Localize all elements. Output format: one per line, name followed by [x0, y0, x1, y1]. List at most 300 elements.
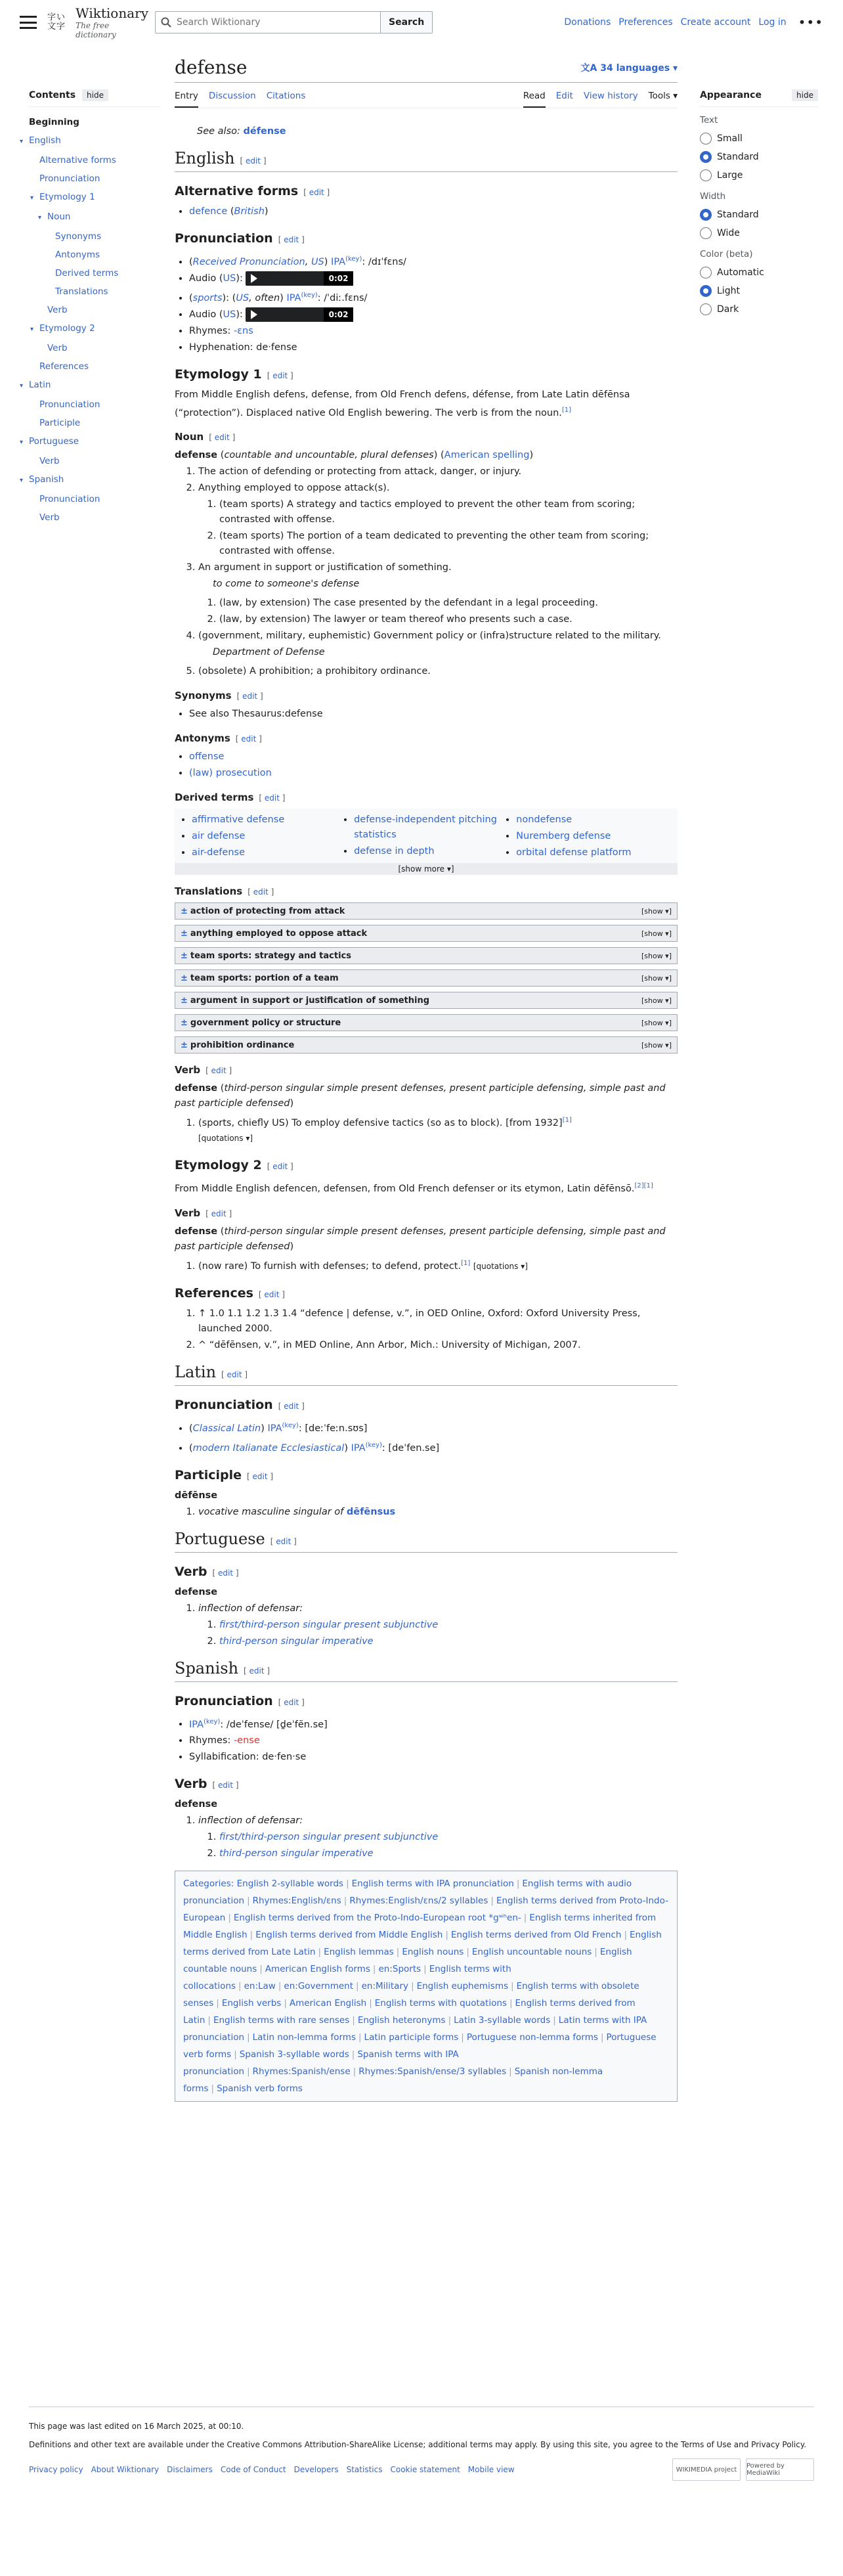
form-link[interactable]: first/third-person singular present subjunctive [219, 1832, 439, 1843]
text-size-option[interactable] [700, 148, 818, 166]
edit-link[interactable]: edit [214, 433, 230, 443]
heading-pronunciation: Pronunciation [ edit ] [175, 231, 305, 246]
heading-text: Verb [175, 1777, 207, 1792]
heading-text: Synonyms [175, 690, 232, 702]
translation-box[interactable] [175, 947, 678, 964]
edit-link[interactable]: edit [284, 1697, 299, 1707]
toc-link[interactable]: English [29, 135, 61, 146]
ipa-key-link[interactable]: (key) [301, 291, 318, 299]
toc-link[interactable]: Noun [47, 211, 71, 222]
derived-column [183, 811, 345, 862]
heading-text: Pronunciation [175, 231, 273, 246]
ipa-link[interactable]: IPA [267, 1423, 282, 1434]
plus-minus-icon[interactable]: ± [181, 995, 188, 1006]
footer-link[interactable]: Privacy policy [29, 2465, 83, 2474]
toc-link[interactable]: Portuguese [29, 436, 79, 447]
color-option-label: Automatic [717, 267, 764, 278]
toc-item [20, 471, 160, 489]
category-link[interactable]: English terms with audio pronunciation [183, 1878, 632, 1907]
heading-spanish: Spanish [ edit ] [175, 1661, 678, 1682]
separator: | [553, 2015, 556, 2026]
date-label: [from 1932] [506, 1118, 563, 1129]
sense [198, 481, 678, 559]
translation-box[interactable] [175, 1036, 678, 1054]
translation-box-title: anything employed to oppose attack [190, 928, 368, 939]
category-link[interactable]: en:Military [361, 1981, 408, 1992]
radio-button[interactable] [700, 267, 712, 278]
separator: | [249, 1930, 253, 1941]
ipa-link[interactable]: IPA [331, 256, 346, 267]
category-link[interactable]: en:Law [244, 1981, 276, 1992]
category-link[interactable]: English terms with IPA pronunciation [351, 1878, 514, 1890]
category-link[interactable]: English terms with quotations [374, 1998, 507, 2009]
category-link[interactable]: Rhymes:English/ɛns/2 syllables [349, 1896, 488, 1907]
headword: defense [175, 1586, 218, 1597]
plus-minus-icon[interactable]: ± [181, 928, 188, 939]
show-more-link[interactable]: [show more ▾] [398, 864, 454, 874]
separator: | [594, 1947, 597, 1958]
edit-link[interactable]: edit [272, 1162, 288, 1172]
heading-verb: Verb [ edit ] [175, 1064, 232, 1077]
rhymes-label: Rhymes: [189, 325, 231, 336]
derived-term-link[interactable]: air-defense [192, 847, 245, 858]
form-link[interactable]: third-person singular imperative [219, 1635, 374, 1647]
show-toggle[interactable]: [show ▾] [641, 929, 672, 938]
site-logo[interactable] [47, 5, 148, 39]
pron-row: • (modern Italianate Ecclesiastical) $IPA^{(key)}$: [deˈfen.se] [189, 1438, 678, 1456]
ipa-link[interactable]: IPA [189, 1719, 204, 1730]
toc-item [29, 228, 160, 245]
footer-link[interactable]: Disclaimers [167, 2465, 213, 2474]
separator: | [278, 1981, 282, 1992]
play-icon[interactable] [251, 310, 257, 319]
accent-link[interactable]: modern Italianate Ecclesiastical [192, 1442, 345, 1454]
translation-box[interactable] [175, 969, 678, 987]
category-link[interactable]: English terms with collocations [183, 1964, 511, 1992]
footer-link[interactable]: About Wiktionary [91, 2465, 160, 2474]
footer-link[interactable]: Developers [293, 2465, 339, 2474]
toc-link[interactable]: Spanish [29, 474, 64, 485]
category-link[interactable]: English nouns [402, 1947, 464, 1958]
footer-link[interactable]: Statistics [346, 2465, 383, 2474]
category-link[interactable]: Spanish terms with IPA pronunciation [183, 2049, 459, 2077]
us-link[interactable]: US [223, 273, 236, 284]
heading-references: References [ edit ] [175, 1285, 285, 1300]
quotations-toggle[interactable]: [quotations ▾] [198, 1134, 253, 1144]
edit-link[interactable]: edit [309, 188, 324, 197]
category-link[interactable]: English terms derived from Middle English [255, 1930, 443, 1941]
heading-text: Derived terms [175, 791, 254, 804]
inflection: third-person singular simple present defenses, present participle defensing, simple past and past participle defensed [175, 1226, 666, 1253]
category-link[interactable]: en:Government [284, 1981, 354, 1992]
tab-discussion[interactable]: Discussion [208, 91, 256, 101]
derived-term-link[interactable]: orbital defense platform [516, 847, 632, 858]
width-option[interactable] [700, 224, 818, 242]
toc-link[interactable]: Beginning [29, 117, 79, 127]
audio-duration: 0:02 [324, 271, 354, 286]
accent-link[interactable]: Classical Latin [192, 1423, 261, 1434]
heading-translations: Translations [ edit ] [175, 885, 274, 898]
chevron-down-icon[interactable]: ▾ [20, 439, 24, 446]
sports-link[interactable]: sports [192, 292, 223, 303]
category-link[interactable]: Rhymes:English/ɛns [252, 1896, 341, 1907]
show-toggle[interactable]: [show ▾] [641, 951, 672, 960]
wikimedia-badge[interactable]: WIKIMEDIA project [672, 2458, 741, 2481]
ipa-link[interactable]: IPA [286, 292, 301, 303]
toc-link[interactable]: Translations [55, 286, 108, 297]
heading-english-text: English [175, 149, 235, 167]
edit-link[interactable]: edit [284, 1401, 299, 1411]
derived-term-link[interactable]: Nuremberg defense [516, 831, 611, 842]
edit-link[interactable]: edit [249, 1666, 265, 1676]
footnote-link[interactable]: [2] [634, 1182, 644, 1190]
preferences-link[interactable]: Preferences [618, 17, 673, 28]
subsense: 2. (team sports) The portion of a team dedicated to preventing the other team from scoring; contrasted with offense. [219, 529, 678, 559]
derived-term-link[interactable]: affirmative defense [192, 814, 285, 826]
category-link[interactable]: English terms with rare senses [213, 2015, 350, 2026]
tab-citations[interactable]: Citations [266, 91, 306, 101]
audio-player[interactable] [246, 271, 353, 286]
more-options-icon[interactable]: ••• [798, 14, 823, 30]
verb-headword-line: defense (third-person singular simple present defenses, present participle defensing, simple past and past participle defensed) [175, 1226, 666, 1253]
noun-senses [198, 464, 678, 679]
chevron-down-icon[interactable]: ▾ [20, 477, 24, 484]
translation-box[interactable] [175, 992, 678, 1009]
tab-entry[interactable]: Entry [175, 87, 198, 108]
show-toggle[interactable]: [show ▾] [641, 906, 672, 916]
category-link[interactable]: English verbs [221, 1998, 282, 2009]
width-option[interactable] [700, 206, 818, 224]
toc-link[interactable]: Participle [39, 418, 81, 428]
radio-button[interactable] [700, 209, 712, 221]
chevron-down-icon[interactable]: ▾ [20, 138, 24, 145]
edit-link[interactable]: edit [272, 370, 288, 380]
toc-hide-button[interactable]: hide [82, 89, 108, 101]
appearance-hide-button[interactable]: hide [792, 89, 818, 101]
derived-term-link[interactable]: defense in depth [354, 846, 435, 857]
toc-item [29, 491, 160, 508]
toc-link[interactable]: Latin [29, 380, 51, 390]
us-link[interactable]: US [311, 256, 324, 267]
toc-item [29, 320, 160, 338]
login-link[interactable]: Log in [758, 17, 787, 28]
heading-text: Translations [175, 885, 243, 898]
tab-read[interactable]: Read [523, 87, 546, 108]
category-link[interactable]: English countable nouns [183, 1947, 632, 1975]
sense-term-link[interactable]: dēfēnsus [346, 1506, 396, 1517]
footnote-link[interactable]: [1] [643, 1182, 653, 1190]
category-link[interactable]: English lemmas [324, 1947, 394, 1958]
derived-term-link[interactable]: nondefense [516, 814, 573, 826]
radio-button[interactable] [700, 133, 712, 144]
category-link[interactable]: American English [289, 1998, 367, 2009]
footnote-link[interactable]: [1] [562, 1117, 572, 1124]
etymology-body: From Middle English defencen, defensen, from Old French defenser or its etymon, Latin dēfēnsō. [175, 1184, 635, 1195]
rhymes-link[interactable]: -ense [233, 1735, 260, 1746]
derived-list [354, 812, 507, 859]
show-toggle[interactable]: [show ▾] [641, 996, 672, 1005]
page-tabs [175, 87, 678, 108]
category-link[interactable]: Portuguese verb forms [183, 2032, 657, 2060]
ipa-key-link[interactable]: (key) [282, 1421, 299, 1429]
category-link[interactable]: English heteronyms [357, 2015, 446, 2026]
edit-link[interactable]: edit [284, 235, 299, 244]
separator: | [207, 2015, 211, 2026]
pron-sports: • (sports): (US, often) $IPA^{(key)}$: /ˈdiː.fɛns/ [189, 288, 678, 306]
toc-link[interactable]: Pronunciation [39, 399, 100, 410]
toc-link[interactable]: Alternative forms [39, 155, 116, 166]
category-link[interactable]: English euphemisms [416, 1981, 509, 1992]
see-also-prefix: See also: [197, 126, 240, 137]
category-link[interactable]: English terms derived from Late Latin [183, 1930, 662, 1958]
toc-link[interactable]: Verb [39, 456, 60, 466]
footnote-link[interactable]: [1] [561, 406, 572, 414]
toc-item [29, 170, 160, 187]
edit-link[interactable]: edit [253, 887, 269, 897]
subsense [219, 1830, 678, 1845]
edit-link[interactable]: edit [241, 734, 257, 744]
radio-button[interactable] [700, 151, 712, 163]
separator: | [346, 1878, 349, 1890]
derived-column [507, 811, 669, 862]
antonym-link[interactable]: (law) prosecution [189, 768, 272, 779]
toc-item [29, 189, 160, 207]
us-link[interactable]: US [236, 292, 249, 303]
toc-link[interactable]: Etymology 1 [39, 192, 95, 202]
plus-minus-icon[interactable]: ± [181, 1017, 188, 1028]
edit-link[interactable]: edit [252, 1471, 268, 1481]
tab-edit[interactable]: Edit [555, 91, 573, 101]
form-link[interactable]: third-person singular imperative [219, 1848, 374, 1859]
toc-link[interactable]: Pronunciation [39, 173, 100, 184]
synonym-item[interactable]: • See also Thesaurus:defense [189, 707, 678, 722]
etymology-text [175, 388, 678, 421]
edit-link[interactable]: edit [218, 1568, 234, 1578]
separator: | [356, 1981, 359, 1992]
see-also-link[interactable]: défense [243, 126, 286, 137]
toc-link[interactable]: Verb [47, 305, 68, 315]
edit-link[interactable]: edit [211, 1209, 227, 1219]
translation-box[interactable] [175, 902, 678, 920]
alt-form-link[interactable]: defence [189, 206, 228, 217]
often-label: often [255, 292, 280, 303]
separator: | [318, 1947, 322, 1958]
separator: | [461, 2032, 464, 2043]
footnote-link[interactable]: [1] [461, 1260, 471, 1268]
toc-link[interactable]: Verb [39, 512, 60, 523]
heading-synonyms: Synonyms [ edit ] [175, 690, 263, 702]
category-link[interactable]: en:Sports [378, 1964, 422, 1975]
search-icon [161, 17, 171, 28]
heading-text: Antonyms [175, 732, 230, 745]
separator: | [247, 2066, 250, 2077]
translation-box[interactable] [175, 925, 678, 942]
donations-link[interactable]: Donations [564, 17, 611, 28]
chevron-down-icon[interactable]: ▾ [20, 382, 24, 389]
categories-label[interactable]: Categories: [183, 1878, 234, 1890]
toc-item [29, 246, 160, 263]
site-header [0, 0, 843, 45]
plus-minus-icon[interactable]: ± [181, 906, 188, 916]
show-more-button[interactable] [175, 863, 678, 875]
antonym-link[interactable]: offense [189, 751, 225, 763]
width-option-label: Standard [717, 210, 759, 220]
category-link[interactable]: English 2-syllable words [236, 1878, 344, 1890]
edit-link[interactable]: edit [211, 1066, 227, 1076]
category-link[interactable]: Latin non-lemma forms [252, 2032, 356, 2043]
list-item [516, 829, 669, 844]
main-menu-icon[interactable] [20, 16, 37, 29]
list-item: • defence (British) [189, 204, 678, 219]
quotations-toggle[interactable]: [quotations ▾] [473, 1261, 528, 1271]
toc-link[interactable]: Pronunciation [39, 494, 100, 504]
ipa-key-link[interactable]: (key) [365, 1441, 382, 1449]
sense [198, 1813, 678, 1861]
category-link[interactable]: Spanish 3-syllable words [239, 2049, 349, 2060]
category-link[interactable]: Spanish non-lemma forms [183, 2066, 603, 2095]
heading-text: Spanish [175, 1658, 239, 1677]
mediawiki-badge[interactable]: Powered by MediaWiki [746, 2458, 814, 2481]
create-account-link[interactable]: Create account [680, 17, 751, 28]
rp-link[interactable]: Received Pronunciation [192, 256, 305, 267]
toc-link[interactable]: Derived terms [55, 268, 119, 278]
toc-item [29, 152, 160, 169]
category-link[interactable]: English terms derived from Proto-Indo-European [183, 1896, 668, 1924]
plus-minus-icon[interactable]: ± [181, 973, 188, 983]
show-toggle[interactable]: [show ▾] [641, 1018, 672, 1027]
logo-tagline: The free dictionary [76, 21, 116, 39]
audio-player[interactable] [246, 307, 353, 322]
text-size-option[interactable] [700, 166, 818, 185]
us-link[interactable]: US [223, 309, 236, 320]
spelling-link[interactable]: American spelling [444, 450, 530, 461]
plus-minus-icon[interactable]: ± [181, 1040, 188, 1050]
ipa-key-link[interactable]: (key) [345, 255, 362, 263]
edit-link[interactable]: edit [218, 1781, 234, 1790]
category-link[interactable]: English terms inherited from Middle English [183, 1913, 657, 1941]
plus-minus-icon[interactable]: ± [181, 950, 188, 961]
radio-button[interactable] [700, 303, 712, 315]
category-link[interactable]: English terms with obsolete senses [183, 1981, 639, 2009]
edit-link[interactable]: edit [245, 156, 261, 166]
radio-button[interactable] [700, 285, 712, 297]
ipa-key-link[interactable]: (key) [204, 1718, 221, 1725]
separator: | [284, 1998, 287, 2009]
category-link[interactable]: Latin participle forms [364, 2032, 459, 2043]
category-link[interactable]: Rhymes:Spanish/ense/3 syllables [358, 2066, 507, 2077]
derived-term-link[interactable]: defense-independent pitching statistics [354, 814, 497, 841]
heading-text: Verb [175, 1064, 201, 1077]
form-link[interactable]: first/third-person singular present subjunctive [219, 1619, 439, 1630]
tab-tools[interactable]: Tools ▾ [648, 91, 678, 101]
language-selector[interactable]: 文A 34 languages ▾ [580, 62, 678, 74]
list-item [192, 845, 345, 860]
edit-link[interactable]: edit [276, 1536, 292, 1546]
list-item [192, 812, 345, 828]
audio-row: • Audio (US): 0:02 [189, 307, 678, 322]
tab-view-history[interactable]: View history [583, 91, 638, 101]
heading-text: Noun [175, 431, 204, 443]
edit-link[interactable]: edit [242, 692, 258, 701]
toc-item [29, 509, 160, 526]
heading-text: Portuguese [175, 1529, 265, 1548]
category-link[interactable]: Latin terms with IPA pronunciation [183, 2015, 647, 2043]
toc-link[interactable]: Synonyms [55, 231, 102, 242]
ipa-value: /dɪˈfɛns/ [368, 256, 406, 267]
play-icon[interactable] [251, 274, 257, 283]
search-input[interactable] [177, 17, 374, 28]
color-option[interactable] [700, 282, 818, 300]
qualifier-link[interactable]: British [234, 206, 265, 217]
edit-link[interactable]: edit [264, 1289, 280, 1299]
category-link[interactable]: Portuguese non-lemma forms [466, 2032, 598, 2043]
toc-item [20, 433, 160, 451]
show-toggle[interactable]: [show ▾] [641, 973, 672, 983]
rhymes-row [189, 1733, 678, 1748]
translation-box[interactable] [175, 1014, 678, 1031]
chevron-down-icon[interactable]: ▾ [38, 214, 42, 221]
show-toggle[interactable]: [show ▾] [641, 1040, 672, 1050]
radio-button[interactable] [700, 227, 712, 239]
toc-link[interactable]: Antonyms [55, 250, 100, 260]
category-link[interactable]: Rhymes:Spanish/ense [252, 2066, 351, 2077]
heading-alternative-forms: Alternative forms [ edit ] [175, 184, 330, 198]
category-link[interactable]: Latin 3-syllable words [454, 2015, 551, 2026]
text-size-option[interactable] [700, 129, 818, 148]
categories-box [175, 1871, 678, 2102]
separator: | [238, 1981, 242, 1992]
chevron-down-icon[interactable]: ▾ [30, 194, 34, 202]
usage-example: to come to someone's defense [213, 579, 360, 590]
search-box[interactable] [155, 11, 381, 33]
toc-link[interactable]: Verb [47, 343, 68, 353]
text-size-option-label: Small [717, 133, 743, 144]
rhymes-link[interactable]: -ɛns [233, 325, 253, 336]
sense-text: inflection of defensar: [198, 1603, 303, 1614]
syllabification-row: • Syllabification: de‧fen‧se [189, 1750, 678, 1765]
category-link[interactable]: English terms derived from the Proto-Indo-European root *gʷʰen- [233, 1913, 521, 1924]
category-link[interactable]: English terms derived from Old French [450, 1930, 622, 1941]
derived-column [345, 811, 507, 862]
derived-term-link[interactable]: air defense [192, 831, 246, 842]
search-button[interactable]: Search [381, 11, 433, 33]
edit-link[interactable]: edit [264, 793, 280, 803]
separator: | [369, 1998, 372, 2009]
color-option[interactable] [700, 263, 818, 282]
separator: | [466, 1947, 469, 1958]
footer-link[interactable]: Mobile view [467, 2465, 515, 2474]
edit-link[interactable]: edit [227, 1369, 242, 1379]
category-link[interactable]: Spanish verb forms [217, 2083, 303, 2095]
toc-link[interactable]: Etymology 2 [39, 323, 95, 334]
color-option[interactable] [700, 300, 818, 319]
headword: defense [175, 450, 218, 461]
chevron-down-icon[interactable]: ▾ [30, 326, 34, 333]
derived-list [516, 812, 669, 860]
category-link[interactable]: English terms derived from Latin [183, 1998, 636, 2026]
ipa-link[interactable]: IPA [351, 1442, 366, 1454]
usage-example: Department of Defense [213, 647, 325, 658]
toc-item [20, 132, 160, 150]
heading-text: Latin [175, 1362, 217, 1381]
radio-button[interactable] [700, 169, 712, 181]
category-link[interactable]: English uncountable nouns [471, 1947, 592, 1958]
category-link[interactable]: American English forms [265, 1964, 370, 1975]
toc-item [29, 340, 160, 357]
footer-link[interactable]: Code of Conduct [220, 2465, 286, 2474]
toc-link[interactable]: References [39, 361, 89, 372]
footer-link[interactable]: Cookie statement [390, 2465, 460, 2474]
